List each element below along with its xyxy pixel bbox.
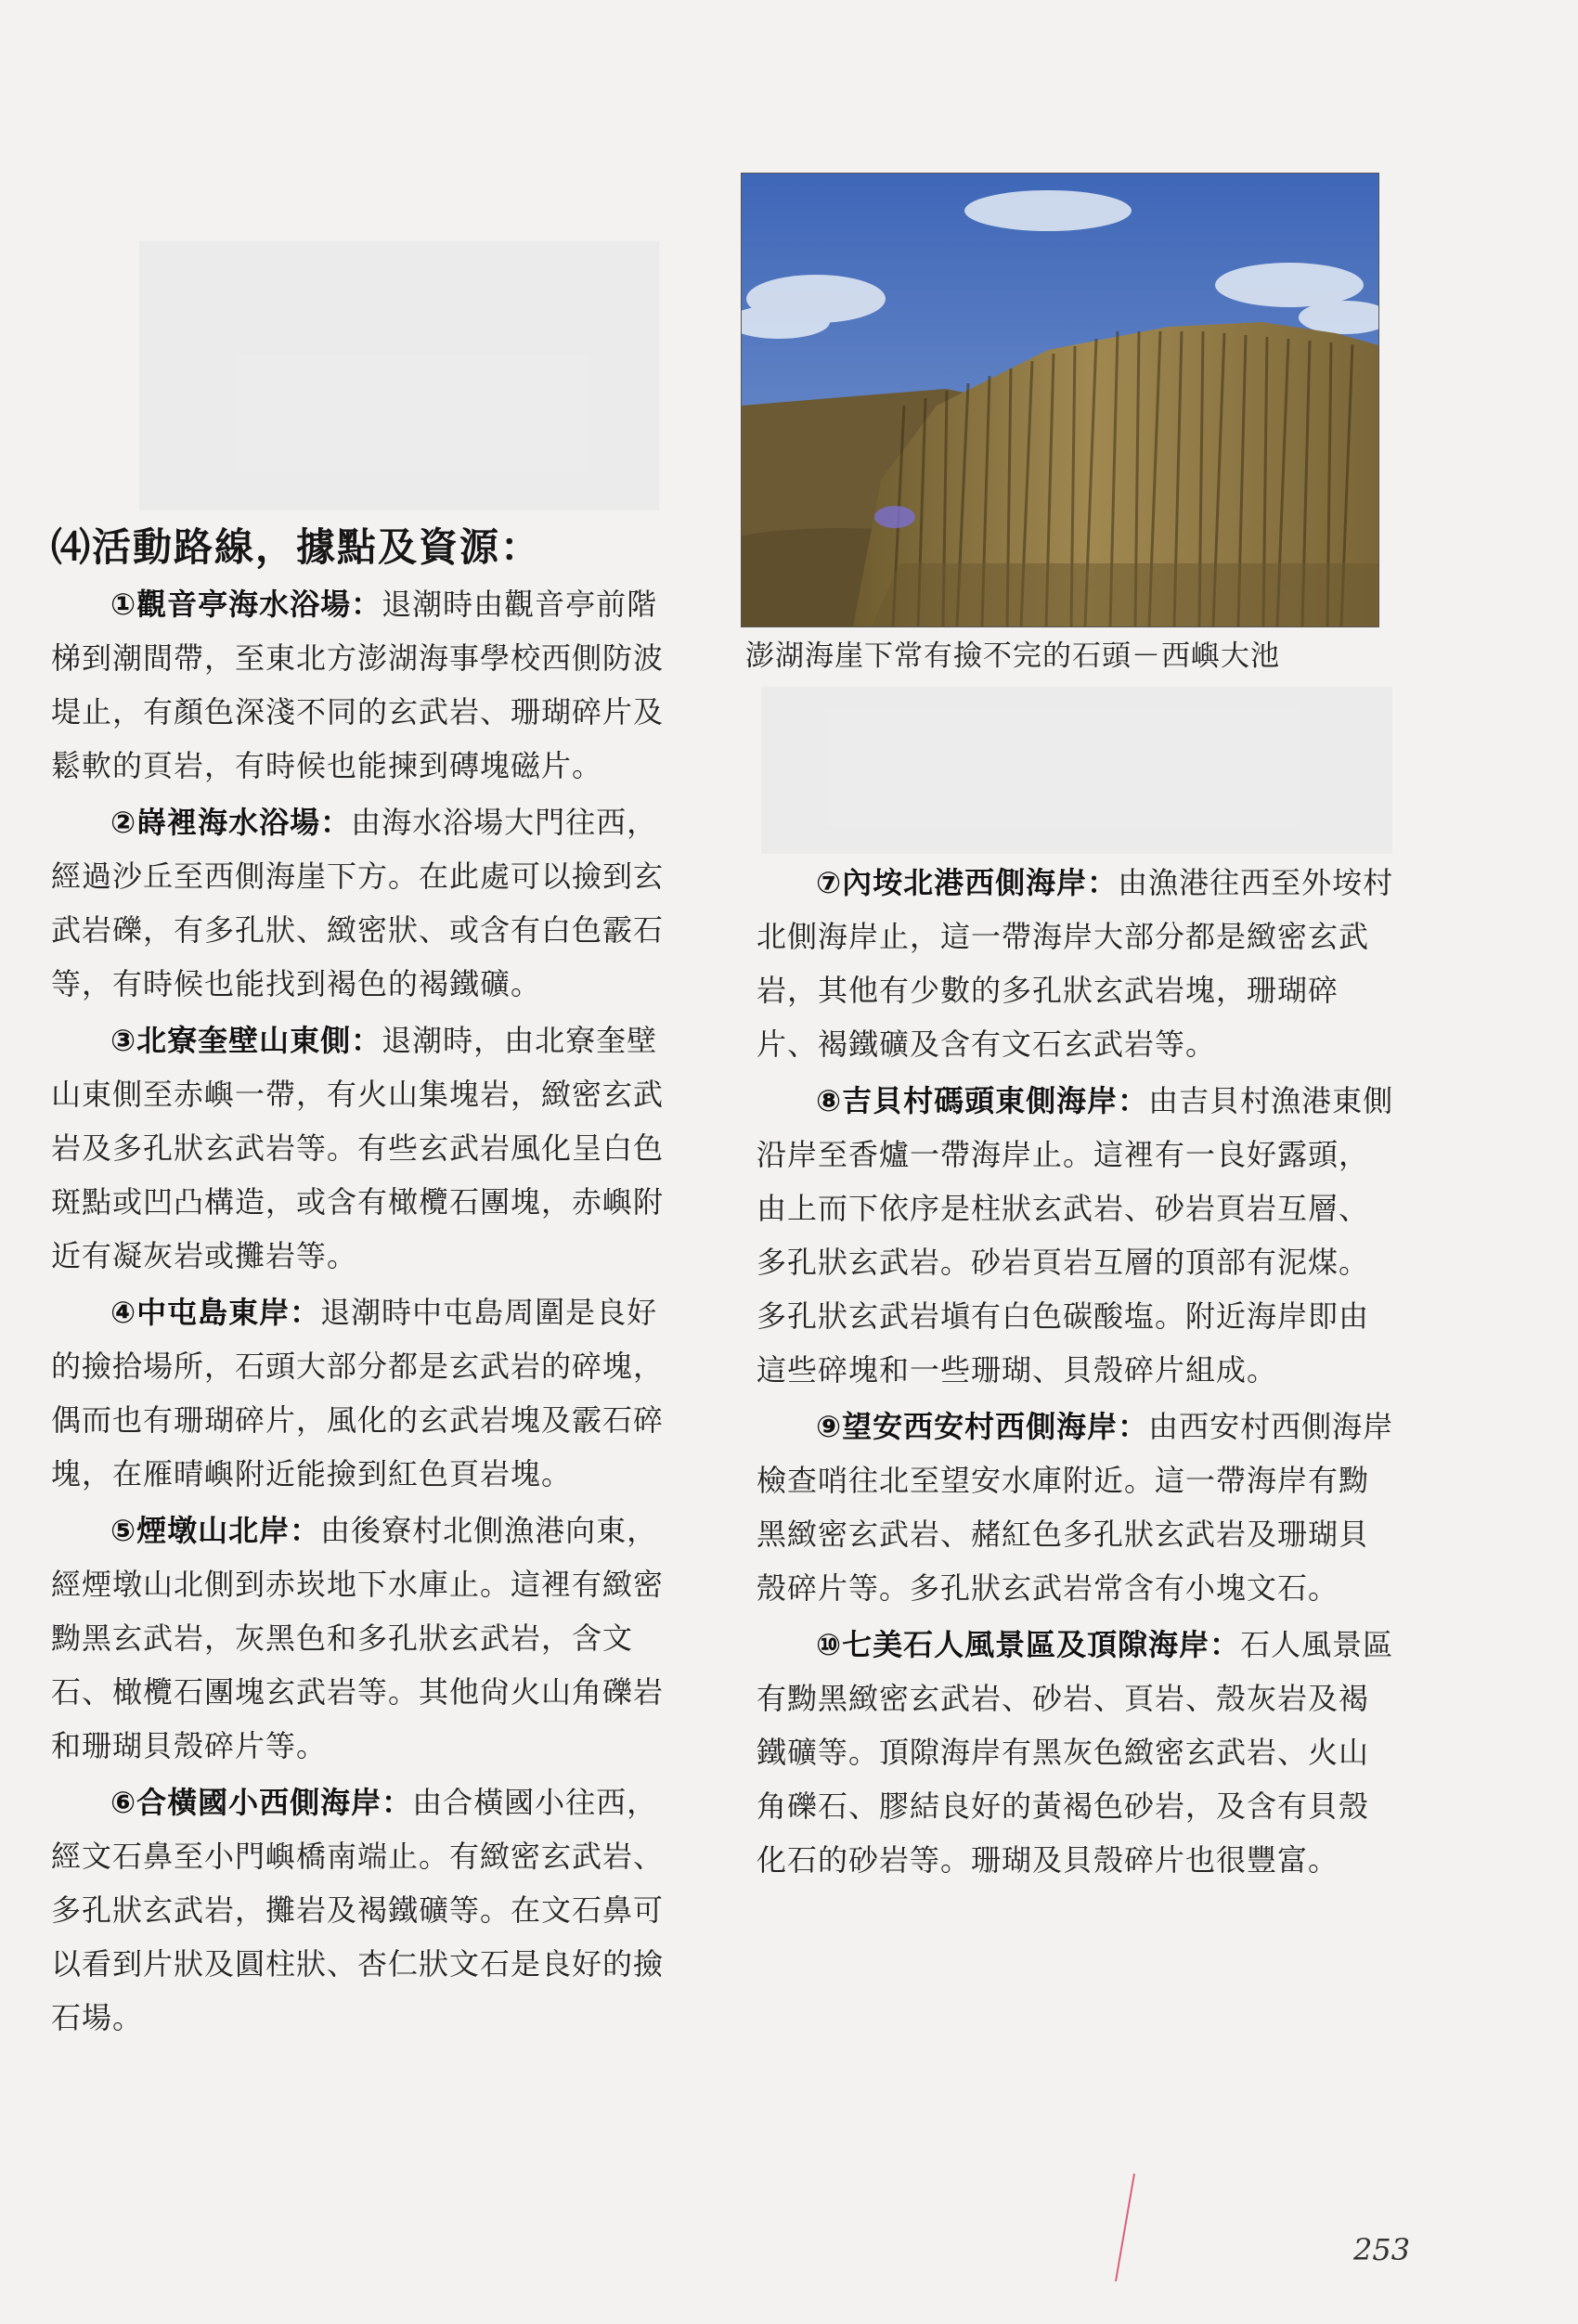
basalt-cliff-photo <box>741 173 1379 627</box>
right-column <box>757 856 1397 1890</box>
site-title: ③北寮奎壁山東側： <box>110 1023 382 1058</box>
show-through-shading <box>139 241 659 510</box>
basalt-cliff-illustration <box>742 174 1378 626</box>
site-title: ①觀音亭海水浴場： <box>110 587 382 622</box>
site-title: ⑩七美石人風景區及頂隙海岸： <box>816 1627 1241 1662</box>
site-description: 由海水浴場大門往西，經過沙丘至西側海崖下方。在此處可以撿到玄武岩礫，有多孔狀、緻密狀、或含有白色霰石等，有時候也能找到褐色的褐鐵礦。 <box>51 805 665 1001</box>
site-description: 由吉貝村漁港東側沿岸至香爐一帶海岸止。這裡有一良好露頭，由上而下依序是柱狀玄武岩、砂岩頁岩互層、多孔狀玄武岩。砂岩頁岩互層的頂部有泥煤。多孔狀玄武岩塡有白色碳酸塩。附近海岸即由這些碎塊和一些珊瑚、貝殼碎片組成。 <box>757 1083 1394 1388</box>
site-title: ④中屯島東岸： <box>110 1295 321 1330</box>
site-paragraph-4 <box>51 1285 682 1501</box>
site-description: 退潮時中屯島周圍是良好的撿拾場所，石頭大部分都是玄武岩的碎塊，偶而也有珊瑚碎片，風化的玄武岩塊及霰石碎塊，在雁晴嶼附近能撿到紅色頁岩塊。 <box>51 1295 665 1491</box>
photo-caption: 澎湖海崖下常有撿不完的石頭－西嶼大池 <box>745 639 1280 673</box>
pen-stroke-mark <box>1112 2172 1140 2283</box>
site-title: ⑥合橫國小西側海岸： <box>110 1785 413 1820</box>
section-heading: ⑷活動路線，據點及資源： <box>51 524 542 570</box>
site-paragraph-10 <box>757 1618 1397 1887</box>
site-paragraph-1 <box>51 577 682 793</box>
site-title: ⑤煙墩山北岸： <box>110 1513 321 1548</box>
site-paragraph-6 <box>51 1775 682 2045</box>
site-description: 退潮時由觀音亭前階梯到潮間帶，至東北方澎湖海事學校西側防波堤止，有顏色深淺不同的玄武岩、珊瑚碎片及鬆軟的頁岩，有時候也能揀到磚塊磁片。 <box>51 587 665 783</box>
show-through-shading <box>761 687 1392 854</box>
site-description: 由西安村西側海岸檢查哨往北至望安水庫附近。這一帶海岸有黝黑緻密玄武岩、赭紅色多孔狀玄武岩及珊瑚貝殼碎片等。多孔狀玄武岩常含有小塊文石。 <box>757 1409 1394 1606</box>
site-title: ②嵵裡海水浴場： <box>110 805 352 840</box>
site-title: ⑨望安西安村西側海岸： <box>816 1409 1149 1444</box>
site-paragraph-8 <box>757 1074 1397 1397</box>
left-column <box>51 577 682 2047</box>
site-description: 退潮時，由北寮奎壁山東側至赤嶼一帶，有火山集塊岩，緻密玄武岩及多孔狀玄武岩等。有些玄武岩風化呈白色斑點或凹凸構造，或含有橄欖石團塊，赤嶼附近有凝灰岩或攤岩等。 <box>51 1023 665 1273</box>
site-paragraph-5 <box>51 1504 682 1773</box>
site-title: ⑧吉貝村碼頭東側海岸： <box>816 1083 1149 1118</box>
site-title: ⑦內垵北港西側海岸： <box>816 865 1119 900</box>
site-description: 由合橫國小往西，經文石鼻至小門嶼橋南端止。有緻密玄武岩、多孔狀玄武岩，攤岩及褐鐵礦等。在文石鼻可以看到片狀及圓柱狀、杏仁狀文石是良好的撿石場。 <box>51 1785 665 2035</box>
site-description: 石人風景區有黝黑緻密玄武岩、砂岩、頁岩、殼灰岩及褐鐵礦等。頂隙海岸有黑灰色緻密玄武岩、火山角礫石、膠結良好的黃褐色砂岩，及含有貝殼化石的砂岩等。珊瑚及貝殼碎片也很豐富。 <box>757 1627 1394 1878</box>
site-paragraph-3 <box>51 1014 682 1283</box>
site-paragraph-7 <box>757 856 1397 1071</box>
site-paragraph-2 <box>51 795 682 1011</box>
site-description: 由後寮村北側漁港向東，經煙墩山北側到赤崁地下水庫止。這裡有緻密黝黑玄武岩，灰黑色和多孔狀玄武岩，含文石、橄欖石團塊玄武岩等。其他尙火山角礫岩和珊瑚貝殼碎片等。 <box>51 1513 665 1763</box>
page-number: 253 <box>1353 2232 1411 2267</box>
site-description: 由漁港往西至外垵村北側海岸止，這一帶海岸大部分都是緻密玄武岩，其他有少數的多孔狀玄武岩塊，珊瑚碎片、褐鐵礦及含有文石玄武岩等。 <box>757 865 1394 1062</box>
site-paragraph-9 <box>757 1400 1397 1615</box>
